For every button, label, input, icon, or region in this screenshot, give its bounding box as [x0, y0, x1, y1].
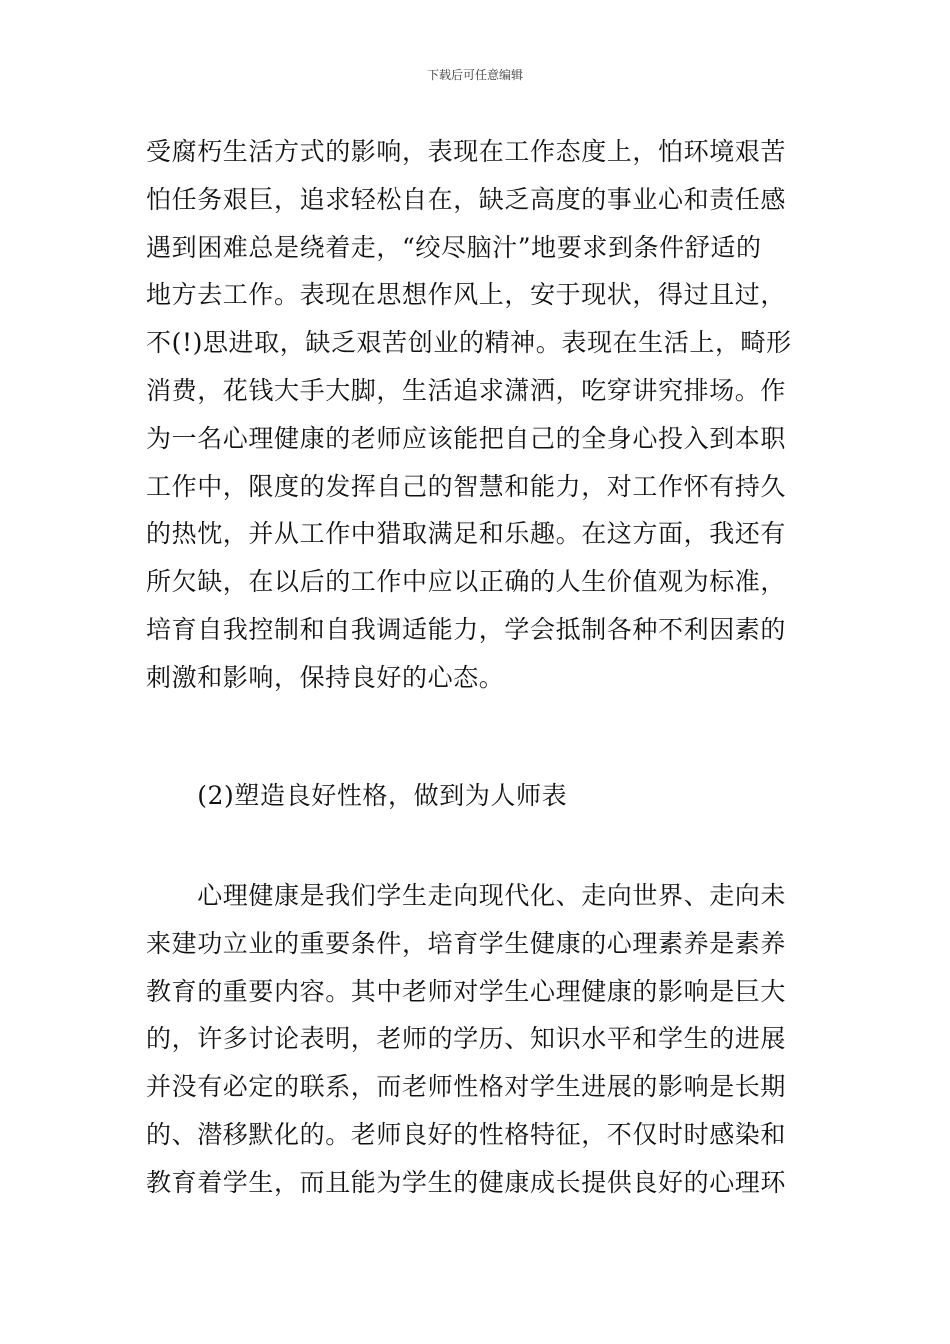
- text-line: 教育着学生，而且能为学生的健康成长提供良好的心理环: [146, 1167, 787, 1197]
- page-header-note: 下载后可任意编辑: [426, 68, 523, 82]
- text-line: 的热忱，并从工作中猎取满足和乐趣。在这方面，我还有: [146, 519, 787, 549]
- paragraph-work-attitude: [146, 128, 808, 702]
- text-line: 受腐朽生活方式的影响，表现在工作态度上，怕环境艰苦: [146, 137, 787, 166]
- text-line: 的，许多讨论表明，老师的学历、知识水平和学生的进展: [146, 1024, 787, 1054]
- text-line: 不(!)思进取，缺乏艰苦创业的精神。表现在生活上，畸形: [146, 328, 792, 358]
- text-line: 工作中，限度的发挥自己的智慧和能力，对工作怀有持久: [146, 471, 787, 501]
- paragraph-mental-health: [146, 872, 808, 1207]
- text-line: 心理健康是我们学生走向现代化、走向世界、走向未: [146, 881, 787, 910]
- text-line: 遇到困难总是绕着走，“绞尽脑汁”地要求到条件舒适的: [146, 232, 762, 262]
- text-line: 消费，花钱大手大脚，生活追求潇洒，吃穿讲究排场。作: [146, 375, 787, 405]
- text-line: 的、潜移默化的。老师良好的性格特征，不仅时时感染和: [146, 1119, 787, 1149]
- text-line: 怕任务艰巨，追求轻松自在，缺乏高度的事业心和责任感: [146, 184, 787, 214]
- text-line: 刺激和影响，保持良好的心态。: [146, 662, 505, 692]
- text-line: 教育的重要内容。其中老师对学生心理健康的影响是巨大: [146, 976, 787, 1006]
- text-line: 来建功立业的重要条件，培育学生健康的心理素养是素养: [146, 928, 787, 958]
- text-line: 为一名心理健康的老师应该能把自己的全身心投入到本职: [146, 423, 787, 453]
- text-line: 培育自我控制和自我调适能力，学会抵制各种不利因素的: [146, 614, 787, 644]
- heading-line: (2)塑造良好性格，做到为人师表: [146, 781, 568, 810]
- text-line: 所欠缺，在以后的工作中应以正确的人生价值观为标准，: [146, 567, 787, 597]
- text-line: 地方去工作。表现在思想作风上，安于现状，得过且过，: [146, 280, 787, 310]
- section-heading: [146, 772, 808, 820]
- text-line: 并没有必定的联系，而老师性格对学生进展的影响是长期: [146, 1072, 787, 1102]
